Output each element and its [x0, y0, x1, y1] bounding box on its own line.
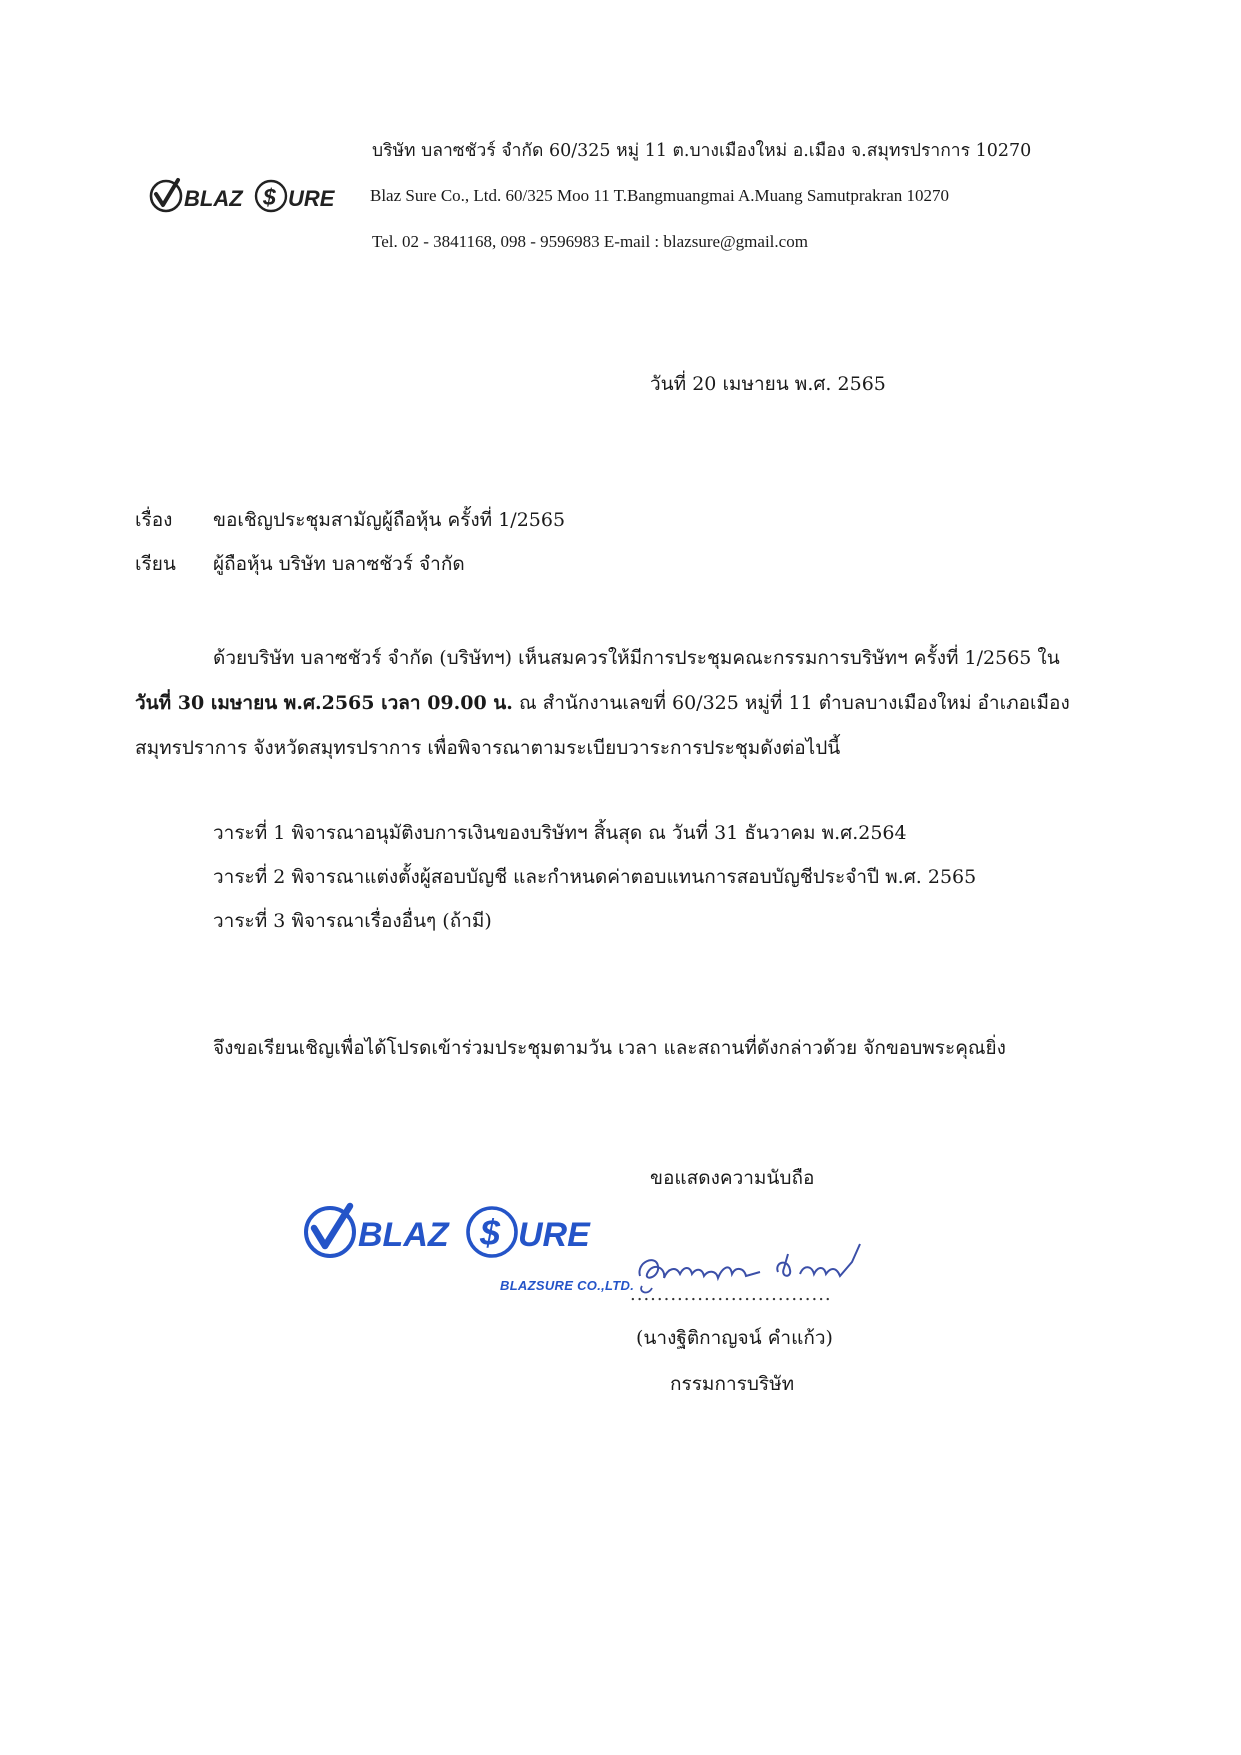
stamp-text-right: URE [518, 1216, 590, 1254]
stamp-subtitle: BLAZSURE CO.,LTD. [500, 1278, 635, 1293]
logo-text-right: URE [288, 186, 335, 211]
body-part2: ณ สำนักงานเลขที่ 60/325 หมู่ที่ 11 ตำบลบางเมืองใหม่ อำเภอเมือง [512, 692, 1070, 714]
body-part3: สมุทรปราการ จังหวัดสมุทรปราการ เพื่อพิจารณาตามระเบียบวาระการประชุมดังต่อไปนี้ [135, 737, 841, 759]
signature-line: .............................. [630, 1284, 832, 1305]
company-logo [148, 176, 354, 216]
subject-text: ขอเชิญประชุมสามัญผู้ถือหุ้น ครั้งที่ 1/2565 [213, 509, 566, 531]
stamp-text-left: BLAZ [358, 1216, 449, 1254]
body-part1: ด้วยบริษัท บลาซชัวร์ จำกัด (บริษัทฯ) เห็นสมควรให้มีการประชุมคณะกรรมการบริษัทฯ ครั้งที่ 1/2565 ใน [213, 647, 1060, 669]
svg-text:$: $ [480, 1212, 501, 1253]
signer-name: (นางฐิติกาญจน์ คำแก้ว) [636, 1327, 833, 1349]
letterhead-address-thai: บริษัท บลาซชัวร์ จำกัด 60/325 หมู่ 11 ต.บางเมืองใหม่ อ.เมือง จ.สมุทรปราการ 10270 [372, 141, 1032, 161]
body-paragraph [135, 636, 1125, 771]
closing-sentence: จึงขอเรียนเชิญเพื่อได้โปรดเข้าร่วมประชุมตามวัน เวลา และสถานที่ดังกล่าวด้วย จักขอบพระคุณยิ่ง [213, 1037, 1006, 1059]
subject-label: เรื่อง [135, 509, 173, 531]
agenda-item: วาระที่ 1 พิจารณาอนุมัติงบการเงินของบริษัทฯ สิ้นสุด ณ วันที่ 31 ธันวาคม พ.ศ.2564 [213, 822, 907, 844]
agenda-list [213, 818, 976, 950]
company-stamp-logo [300, 1200, 610, 1264]
letterhead-address-english: Blaz Sure Co., Ltd. 60/325 Moo 11 T.Bangmuangmai A.Muang Samutprakran 10270 [370, 186, 950, 205]
svg-text:$: $ [263, 184, 276, 210]
letterhead-contact: Tel. 02 - 3841168, 098 - 9596983 E-mail : blazsure@gmail.com [372, 232, 808, 251]
regards: ขอแสดงความนับถือ [650, 1167, 815, 1189]
letter-date: วันที่ 20 เมษายน พ.ศ. 2565 [650, 373, 886, 395]
agenda-item: วาระที่ 3 พิจารณาเรื่องอื่นๆ (ถ้ามี) [213, 910, 492, 932]
signer-title: กรรมการบริษัท [670, 1373, 795, 1395]
logo-text-left: BLAZ [184, 186, 243, 211]
recipient-text: ผู้ถือหุ้น บริษัท บลาซชัวร์ จำกัด [213, 553, 465, 575]
agenda-item: วาระที่ 2 พิจารณาแต่งตั้งผู้สอบบัญชี และกำหนดค่าตอบแทนการสอบบัญชีประจำปี พ.ศ. 2565 [213, 866, 977, 888]
recipient-label: เรียน [135, 553, 176, 575]
meeting-datetime: วันที่ 30 เมษายน พ.ศ.2565 เวลา 09.00 น. [135, 692, 513, 714]
